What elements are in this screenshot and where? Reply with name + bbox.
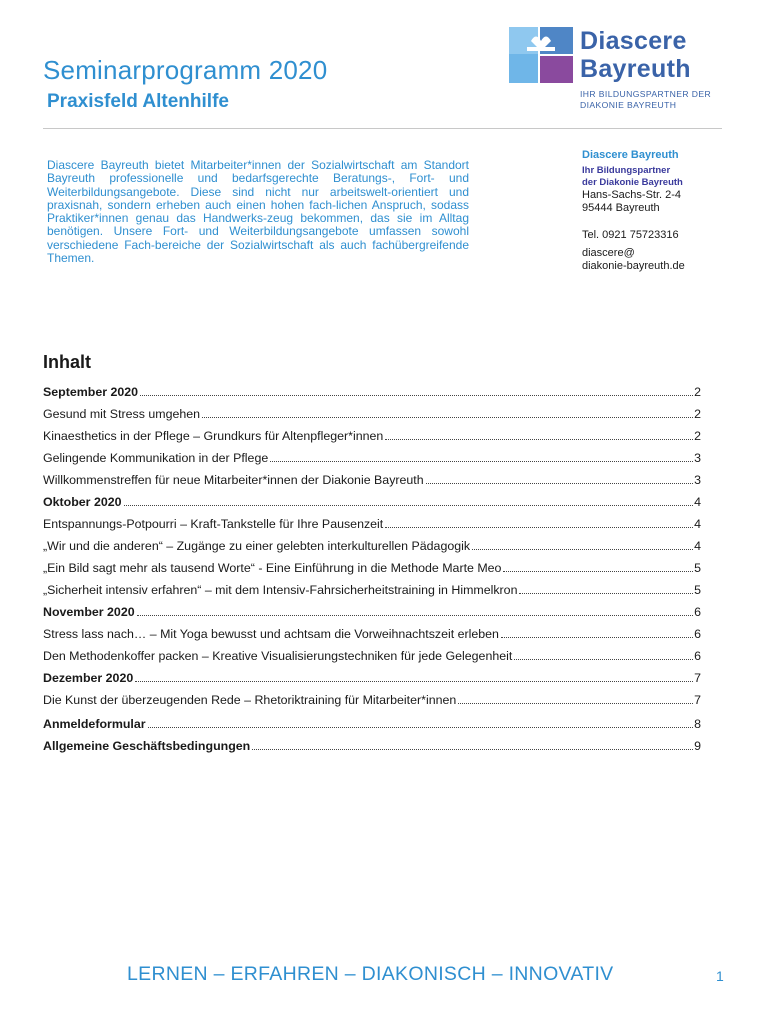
toc-entry[interactable] [43,557,701,579]
toc-entry-page: 4 [694,517,701,531]
logo-tagline-line1: IHR BILDUNGSPARTNER DER [580,89,712,99]
diascere-logo [509,27,724,117]
toc-entry-title: Gesund mit Stress umgehen [43,407,201,421]
toc-entry-page: 7 [694,671,701,685]
toc-entry-title: Die Kunst der überzeugenden Rede – Rhetoriktraining für Mitarbeiter*innen [43,693,457,707]
toc-entry[interactable] [43,535,701,557]
contact-block [582,149,732,273]
contact-name: Diascere Bayreuth [582,149,679,161]
logo-wordmark [580,27,691,83]
toc-entry-page: 5 [694,583,701,597]
toc-dot-leader [501,637,693,638]
toc-section-entry[interactable] [43,381,701,403]
toc-dot-leader [385,439,693,440]
contact-tagline-line2: der Diakonie Bayreuth [582,177,683,188]
toc-entry-page: 2 [694,429,701,443]
toc-dot-leader [503,571,693,572]
toc-dot-leader [385,527,693,528]
toc-dot-leader [270,461,693,462]
toc-dot-leader [519,593,693,594]
toc-entry-title: Gelingende Kommunikation in der Pflege [43,451,269,465]
toc-entry-title: Anmeldeformular [43,717,146,731]
toc-entry-page: 6 [694,627,701,641]
toc-entry-title: November 2020 [43,605,135,619]
toc-entry[interactable] [43,513,701,535]
contact-tagline-line1: Ihr Bildungspartner [582,165,671,176]
document-title: Seminarprogramm 2020 [43,55,328,85]
toc-entry-title: Den Methodenkoffer packen – Kreative Visualisierungstechniken für jede Gelegenheit [43,649,513,663]
toc-section-entry[interactable] [43,601,701,623]
logo-name-line1: Diascere [580,27,687,55]
toc-entry-page: 9 [694,739,701,753]
toc-entry[interactable] [43,623,701,645]
toc-entry-page: 2 [694,385,701,399]
toc-entry-page: 3 [694,473,701,487]
toc-entry-page: 8 [694,717,701,731]
toc-dot-leader [135,681,693,682]
contact-phone: Tel. 0921 75723316 [582,229,679,241]
page-number: 1 [716,968,724,984]
logo-name-line2: Bayreuth [580,55,691,83]
toc-dot-leader [124,505,694,506]
toc-dot-leader [426,483,693,484]
table-of-contents [43,381,701,757]
toc-entry-title: Oktober 2020 [43,495,122,509]
toc-dot-leader [252,749,693,750]
diascere-logo-mark-icon [509,27,573,83]
toc-section-entry[interactable] [43,667,701,689]
toc-section-entry[interactable] [43,735,701,757]
toc-entry-title: Willkommenstreffen für neue Mitarbeiter*innen der Diakonie Bayreuth [43,473,424,487]
toc-dot-leader [148,727,694,728]
toc-heading: Inhalt [43,352,91,372]
logo-tagline [580,89,711,111]
logo-tagline-line2: DIAKONIE BAYREUTH [580,100,677,110]
toc-entry-title: Dezember 2020 [43,671,134,685]
toc-section-entry[interactable] [43,713,701,735]
toc-entry-title: „Wir und die anderen“ – Zugänge zu einer gelebten interkulturellen Pädagogik [43,539,471,553]
contact-city: 95444 Bayreuth [582,202,660,214]
toc-entry-page: 6 [694,605,701,619]
toc-entry-page: 2 [694,407,701,421]
toc-entry[interactable] [43,469,701,491]
toc-entry[interactable] [43,645,701,667]
toc-dot-leader [514,659,693,660]
toc-entry-title: Allgemeine Geschäftsbedingungen [43,739,251,753]
toc-entry[interactable] [43,403,701,425]
toc-dot-leader [137,615,693,616]
toc-entry-title: September 2020 [43,385,139,399]
toc-entry-page: 3 [694,451,701,465]
toc-entry[interactable] [43,425,701,447]
toc-entry-page: 4 [694,539,701,553]
contact-street: Hans-Sachs-Str. 2-4 [582,189,682,201]
toc-dot-leader [458,703,693,704]
toc-entry-title: „Ein Bild sagt mehr als tausend Worte“ - Eine Einführung in die Methode Marte Meo [43,561,502,575]
toc-dot-leader [202,417,693,418]
toc-entry[interactable] [43,447,701,469]
toc-entry-page: 6 [694,649,701,663]
footer-motto: LERNEN – ERFAHREN – DIAKONISCH – INNOVATIV [127,963,614,985]
toc-dot-leader [140,395,693,396]
toc-entry-page: 5 [694,561,701,575]
contact-email-line1: diascere@ [582,247,635,259]
toc-section-entry[interactable] [43,491,701,513]
toc-entry-title: „Sicherheit intensiv erfahren“ – mit dem Intensiv-Fahrsicherheitstraining in Himmelkron [43,583,518,597]
toc-entry-title: Stress lass nach… – Mit Yoga bewusst und achtsam die Vorweihnachtszeit erleben [43,627,499,641]
document-subtitle: Praxisfeld Altenhilfe [47,91,229,112]
contact-email-line2: diakonie-bayreuth.de [582,260,685,272]
toc-entry-page: 7 [694,693,701,707]
toc-entry[interactable] [43,579,701,601]
toc-dot-leader [472,549,693,550]
toc-entry-title: Kinaesthetics in der Pflege – Grundkurs für Altenpfleger*innen [43,429,384,443]
toc-entry-page: 4 [694,495,701,509]
toc-entry-title: Entspannungs-Potpourri – Kraft-Tankstelle für Ihre Pausenzeit [43,517,384,531]
header-divider [43,128,722,129]
intro-paragraph: Diascere Bayreuth bietet Mitarbeiter*innen der Sozialwirtschaft am Standort Bayreuth professionelle und bedarfsgerechte Beratungs-, Fort- und Weiterbildungsangebote. Diese sind nicht nur arbeitswelt-orientiert und praxisnah, sondern erheben auch einen hohen fach-lichen Anspruch, sodass Praktiker*innen genau das Handwerks-zeug bekommen, das sie im Alltag benötigen. Unsere Fort- und Weiterbildungsangebote umfassen sowohl verschiedene Fach-bereiche der Sozialwirtschaft als auch fachübergreifende Themen. [47,158,469,266]
toc-entry[interactable] [43,689,701,711]
